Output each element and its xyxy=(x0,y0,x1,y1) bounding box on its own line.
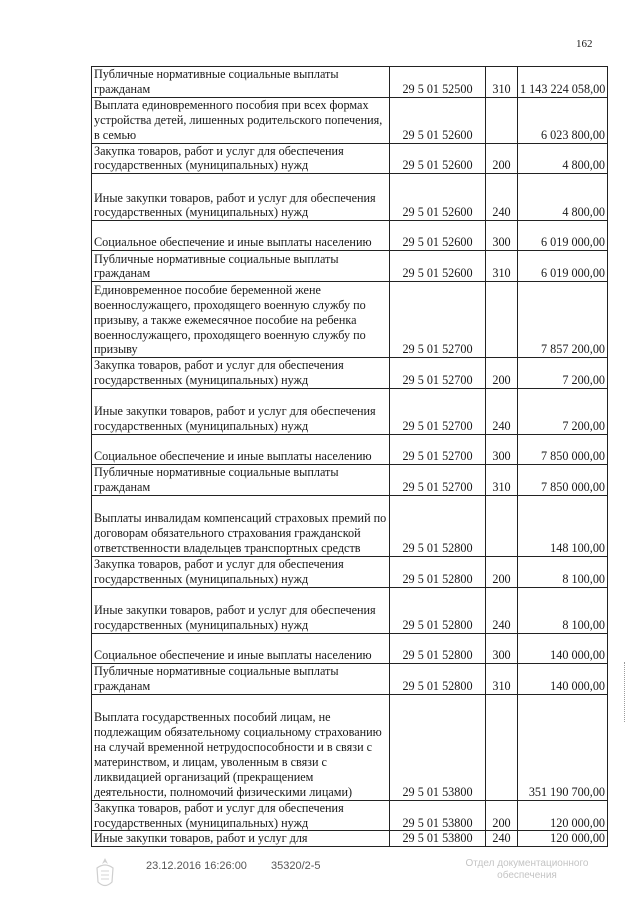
table-row xyxy=(92,389,608,435)
budget-table xyxy=(91,66,608,847)
row-expense-type-cell: 200 xyxy=(486,800,518,831)
row-amount-cell: 351 190 700,00 xyxy=(518,694,608,800)
row-code-cell: 29 5 01 52600 xyxy=(390,251,486,282)
row-name-cell: Выплата единовременного пособия при всех формах устройства детей, лишенных родительского попечения, в семью xyxy=(92,97,390,143)
row-code-cell: 29 5 01 52800 xyxy=(390,556,486,587)
row-expense-type-cell: 200 xyxy=(486,143,518,174)
row-name-cell: Социальное обеспечение и иные выплаты населению xyxy=(92,221,390,251)
row-amount-cell: 1 143 224 058,00 xyxy=(518,67,608,98)
budget-table-body xyxy=(92,67,608,847)
row-expense-type-cell: 310 xyxy=(486,251,518,282)
row-amount-cell: 7 857 200,00 xyxy=(518,282,608,358)
row-name-cell: Единовременное пособие беременной жене военнослужащего, проходящего военную службу по призыву, а также ежемесячное пособие на ребенка военнослужащего, проходящего военную службу по призыву xyxy=(92,282,390,358)
row-amount-cell: 4 800,00 xyxy=(518,143,608,174)
table-row xyxy=(92,633,608,663)
row-code-cell: 29 5 01 53800 xyxy=(390,831,486,847)
row-code-cell: 29 5 01 52600 xyxy=(390,221,486,251)
row-amount-cell: 7 200,00 xyxy=(518,358,608,389)
row-expense-type-cell: 300 xyxy=(486,633,518,663)
row-expense-type-cell: 310 xyxy=(486,465,518,496)
table-row xyxy=(92,465,608,496)
row-expense-type-cell: 240 xyxy=(486,389,518,435)
table-row xyxy=(92,174,608,221)
row-amount-cell: 4 800,00 xyxy=(518,174,608,221)
row-expense-type-cell xyxy=(486,282,518,358)
row-amount-cell: 120 000,00 xyxy=(518,800,608,831)
row-amount-cell: 7 200,00 xyxy=(518,389,608,435)
row-amount-cell: 8 100,00 xyxy=(518,587,608,633)
table-row xyxy=(92,556,608,587)
row-amount-cell: 7 850 000,00 xyxy=(518,465,608,496)
table-row xyxy=(92,495,608,556)
row-code-cell: 29 5 01 52700 xyxy=(390,389,486,435)
row-code-cell: 29 5 01 52700 xyxy=(390,435,486,465)
table-row xyxy=(92,663,608,694)
row-expense-type-cell: 240 xyxy=(486,174,518,221)
row-expense-type-cell xyxy=(486,97,518,143)
row-expense-type-cell: 300 xyxy=(486,435,518,465)
table-row xyxy=(92,282,608,358)
page-footer xyxy=(0,856,640,896)
row-code-cell: 29 5 01 52800 xyxy=(390,633,486,663)
row-expense-type-cell: 200 xyxy=(486,556,518,587)
row-name-cell: Социальное обеспечение и иные выплаты населению xyxy=(92,435,390,465)
margin-mark xyxy=(624,662,629,722)
table-row xyxy=(92,800,608,831)
print-date: 23.12.2016 16:26:00 xyxy=(146,860,247,872)
row-name-cell: Выплаты инвалидам компенсаций страховых премий по договорам обязательного страхования гражданской ответственности владельцев транспортных средств xyxy=(92,495,390,556)
table-row xyxy=(92,694,608,800)
row-amount-cell: 140 000,00 xyxy=(518,633,608,663)
budget-table-wrapper xyxy=(91,66,608,847)
row-name-cell: Публичные нормативные социальные выплаты гражданам xyxy=(92,67,390,98)
row-code-cell: 29 5 01 52800 xyxy=(390,495,486,556)
table-row xyxy=(92,97,608,143)
row-expense-type-cell xyxy=(486,694,518,800)
row-code-cell: 29 5 01 53800 xyxy=(390,800,486,831)
row-expense-type-cell: 240 xyxy=(486,831,518,847)
row-expense-type-cell: 310 xyxy=(486,67,518,98)
table-row xyxy=(92,435,608,465)
table-row xyxy=(92,221,608,251)
row-code-cell: 29 5 01 52600 xyxy=(390,174,486,221)
row-name-cell: Закупка товаров, работ и услуг для обеспечения государственных (муниципальных) нужд xyxy=(92,800,390,831)
row-amount-cell: 148 100,00 xyxy=(518,495,608,556)
table-row xyxy=(92,358,608,389)
row-name-cell: Публичные нормативные социальные выплаты гражданам xyxy=(92,251,390,282)
row-name-cell: Выплата государственных пособий лицам, не подлежащим обязательному социальному страхованию на случай временной нетрудоспособности и в связи с материнством, и лицам, уволенным в связи с ликвидацией организаций (прекращением деятельности, полномочий физическими лицами) xyxy=(92,694,390,800)
row-name-cell: Социальное обеспечение и иные выплаты населению xyxy=(92,633,390,663)
registration-stamp: Отдел документационного обеспечения xyxy=(465,858,589,881)
row-expense-type-cell: 300 xyxy=(486,221,518,251)
row-amount-cell: 120 000,00 xyxy=(518,831,608,847)
row-code-cell: 29 5 01 52800 xyxy=(390,587,486,633)
row-amount-cell: 140 000,00 xyxy=(518,663,608,694)
row-amount-cell: 8 100,00 xyxy=(518,556,608,587)
row-expense-type-cell: 200 xyxy=(486,358,518,389)
emblem-icon xyxy=(92,856,118,890)
row-name-cell: Закупка товаров, работ и услуг для обеспечения государственных (муниципальных) нужд xyxy=(92,143,390,174)
row-amount-cell: 6 019 000,00 xyxy=(518,221,608,251)
row-code-cell: 29 5 01 52800 xyxy=(390,663,486,694)
row-name-cell: Иные закупки товаров, работ и услуг для обеспечения государственных (муниципальных) нужд xyxy=(92,587,390,633)
row-expense-type-cell: 240 xyxy=(486,587,518,633)
table-row xyxy=(92,251,608,282)
table-row xyxy=(92,67,608,98)
row-amount-cell: 7 850 000,00 xyxy=(518,435,608,465)
row-name-cell: Иные закупки товаров, работ и услуг для обеспечения государственных (муниципальных) нужд xyxy=(92,389,390,435)
table-row xyxy=(92,587,608,633)
row-code-cell: 29 5 01 52700 xyxy=(390,465,486,496)
row-code-cell: 29 5 01 53800 xyxy=(390,694,486,800)
page-number: 162 xyxy=(576,38,593,50)
row-code-cell: 29 5 01 52700 xyxy=(390,358,486,389)
table-row xyxy=(92,143,608,174)
document-number: 35320/2-5 xyxy=(271,860,321,872)
row-code-cell: 29 5 01 52600 xyxy=(390,97,486,143)
row-name-cell: Публичные нормативные социальные выплаты гражданам xyxy=(92,663,390,694)
row-amount-cell: 6 019 000,00 xyxy=(518,251,608,282)
row-code-cell: 29 5 01 52700 xyxy=(390,282,486,358)
row-name-cell: Иные закупки товаров, работ и услуг для обеспечения государственных (муниципальных) нужд xyxy=(92,174,390,221)
row-expense-type-cell xyxy=(486,495,518,556)
row-code-cell: 29 5 01 52500 xyxy=(390,67,486,98)
row-expense-type-cell: 310 xyxy=(486,663,518,694)
row-amount-cell: 6 023 800,00 xyxy=(518,97,608,143)
row-name-cell: Публичные нормативные социальные выплаты гражданам xyxy=(92,465,390,496)
row-name-cell: Закупка товаров, работ и услуг для обеспечения государственных (муниципальных) нужд xyxy=(92,358,390,389)
row-code-cell: 29 5 01 52600 xyxy=(390,143,486,174)
row-name-cell: Закупка товаров, работ и услуг для обеспечения государственных (муниципальных) нужд xyxy=(92,556,390,587)
row-name-cell: Иные закупки товаров, работ и услуг для xyxy=(92,831,390,847)
table-row xyxy=(92,831,608,847)
